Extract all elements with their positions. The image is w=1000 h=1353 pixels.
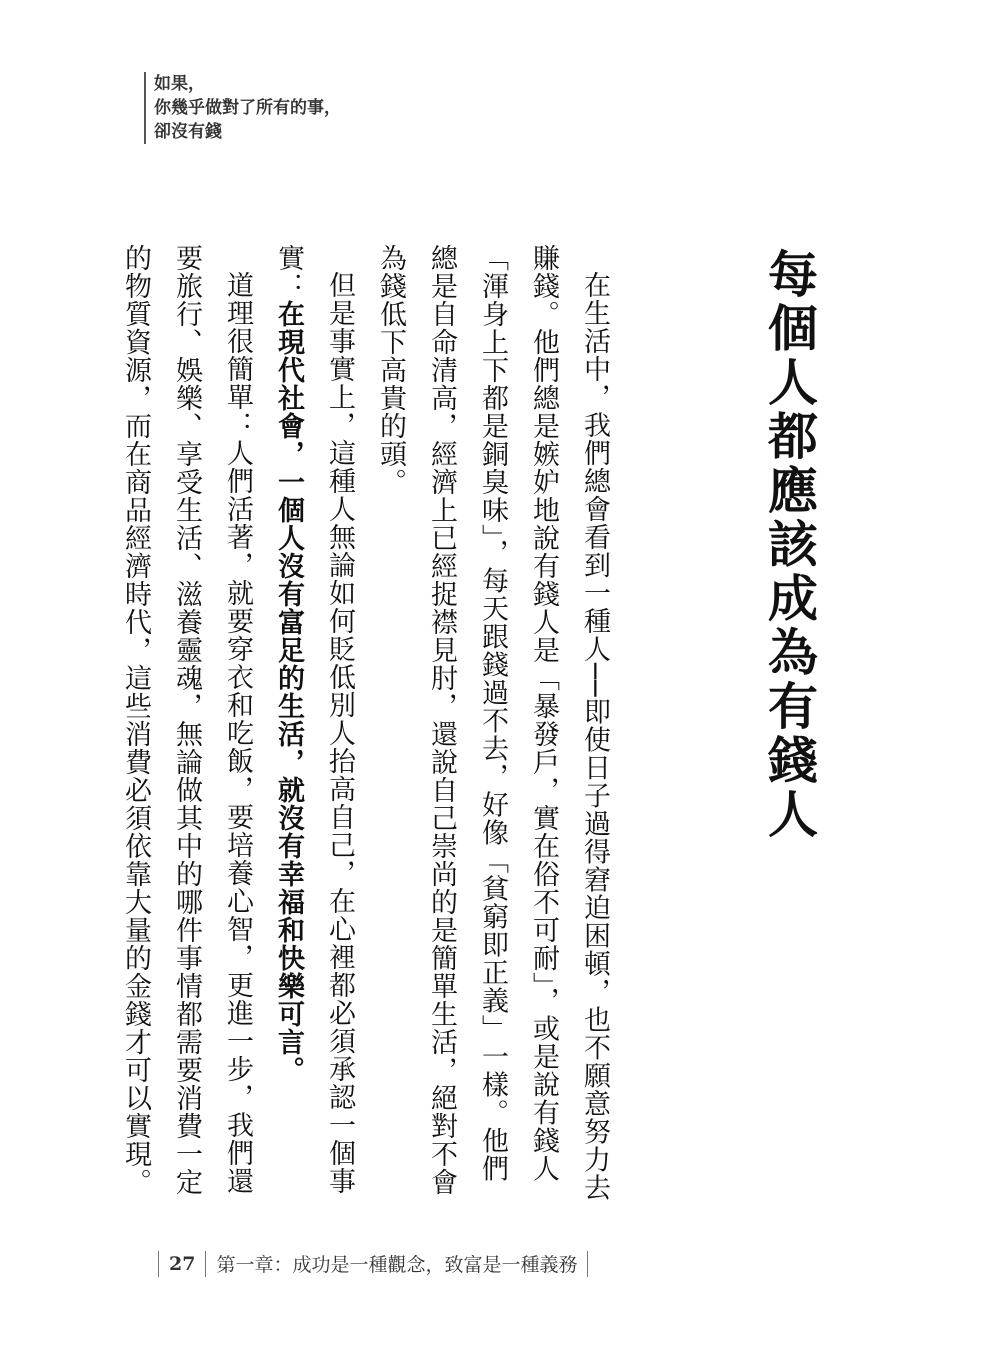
footer-divider <box>158 1251 159 1277</box>
paragraph-2 <box>263 244 365 1204</box>
running-header-line-1: 如果， <box>154 74 205 94</box>
section-title: 每個人都應該成為有錢人 <box>760 248 819 842</box>
paragraph-2-emphasis: 在現代社會，一個人沒有富足的生活，就沒有幸福和快樂可言。 <box>273 300 304 1084</box>
footer-divider <box>205 1251 206 1277</box>
paragraph-3: 道理很簡單：人們活著，就要穿衣和吃飯，要培養心智，更進一步，我們還要旅行、娛樂、享受生活、滋養靈魂，無論做其中的哪件事情都需要消費一定的物質資源，而在商品經濟時代，這些消費必須依靠大量的金錢才可以實現。 <box>120 244 253 1196</box>
chapter-title: 第一章：成功是一種觀念，致富是一種義務 <box>216 1254 578 1276</box>
running-header-line-2: 你幾乎做對了所有的事， <box>154 98 341 118</box>
page-footer <box>148 1250 598 1277</box>
running-header <box>144 72 341 144</box>
body-text <box>110 244 620 1204</box>
footer-divider <box>587 1251 588 1277</box>
running-header-line-3: 卻沒有錢 <box>154 122 222 142</box>
paragraph-1: 在生活中，我們總會看到一種人──即使日子過得窘迫困頓，也不願意努力去賺錢。他們總是嫉妒地說有錢人是「暴發戶，實在俗不可耐」，或是說有錢人「渾身上下都是銅臭味」，每天跟錢過不去，好像「貧窮即正義」一樣。他們總是自命清高，經濟上已經捉襟見肘，還說自己崇尚的是簡單生活，絕對不會為錢低下高貴的頭。 <box>375 244 610 1202</box>
page-number: 27 <box>169 1252 196 1275</box>
paragraph-2-text: 但是事實上，這種人無論如何貶低別人抬高自己，在心裡都必須承認一個事實： <box>273 244 355 1195</box>
